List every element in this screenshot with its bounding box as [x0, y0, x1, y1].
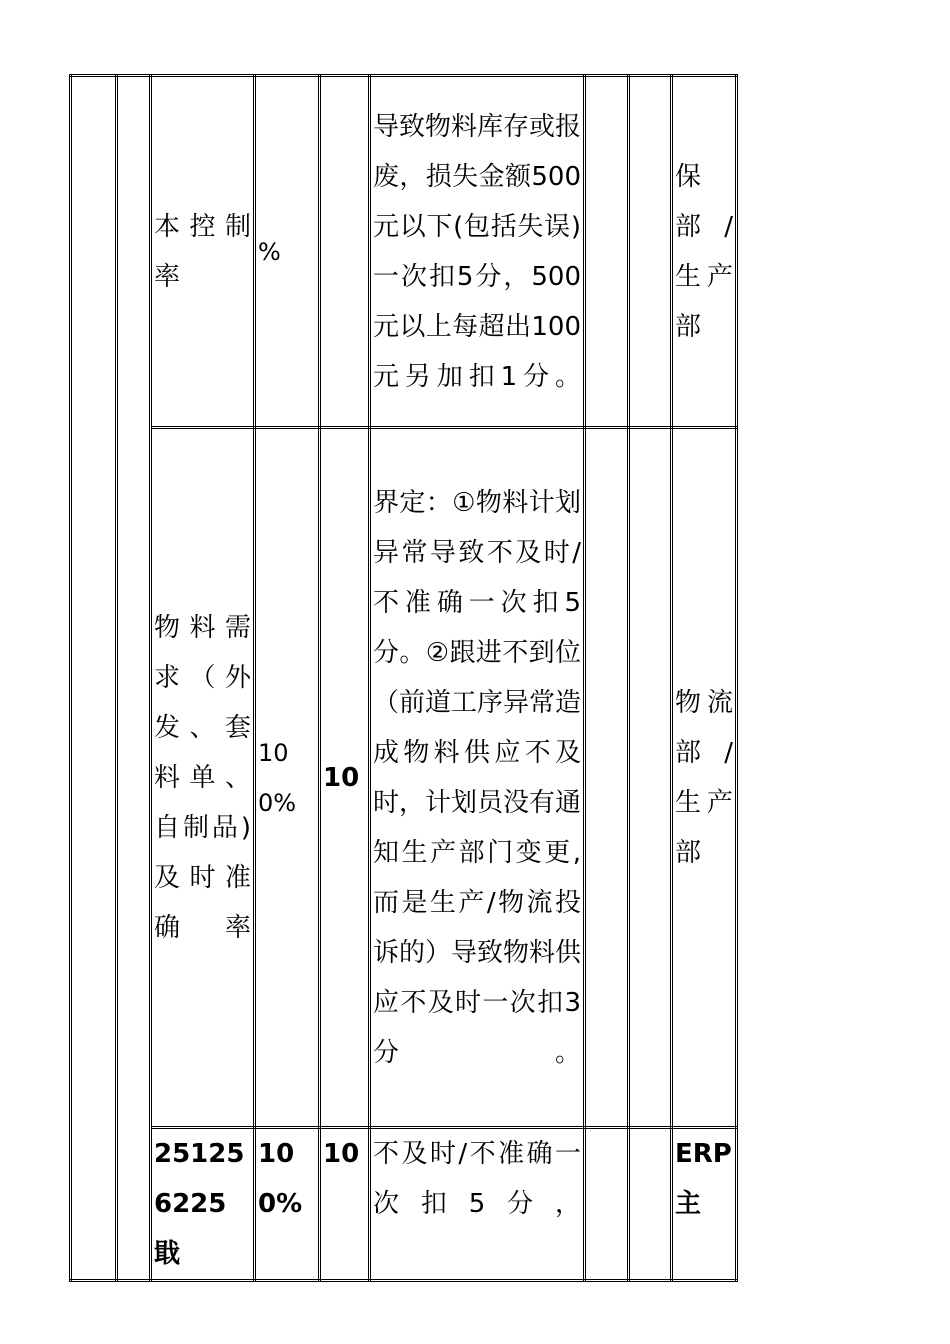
indicator-name-cell: 物料需求（外发、套料单、自制品)及时准确率 — [151, 428, 255, 1128]
table-row — [71, 1128, 737, 1281]
criteria-cell: 界定：①物料计划异常导致不及时/不准确一次扣5分。②跟进不到位（前道工序异常造成物料供应不及时，计划员没有通知生产部门变更,而是生产/物流投诉的）导致物料供应不及时一次扣3分。 — [370, 428, 585, 1128]
category-cell — [71, 76, 117, 1281]
weight-cell: 10 — [320, 428, 370, 1128]
weight-cell: 10 — [320, 1128, 370, 1281]
target-value-cell: 100% — [255, 428, 320, 1128]
empty-cell-b — [629, 76, 672, 428]
criteria-cell: 导致物料库存或报废，损失金额500元以下(包括失误)一次扣5分，500元以上每超出100元另加扣1分。 — [370, 76, 585, 428]
department-cell: ERP主 — [672, 1128, 737, 1281]
criteria-cell: 不及时/不准确一次扣5分， — [370, 1128, 585, 1281]
empty-cell-a — [585, 428, 629, 1128]
indicator-name-cell: 本控制率 — [151, 76, 255, 428]
kpi-table — [69, 74, 738, 1282]
department-cell: 物流部/生产部 — [672, 428, 737, 1128]
target-value-cell: % — [255, 76, 320, 428]
department-cell: 保部/生产部 — [672, 76, 737, 428]
empty-cell-a — [585, 1128, 629, 1281]
empty-cell-b — [629, 428, 672, 1128]
subcategory-cell — [117, 76, 151, 1281]
target-value-cell: 100% — [255, 1128, 320, 1281]
empty-cell-b — [629, 1128, 672, 1281]
weight-cell — [320, 76, 370, 428]
table-row — [71, 428, 737, 1128]
table-row — [71, 76, 737, 428]
indicator-name-cell: 251256225戢 — [151, 1128, 255, 1281]
empty-cell-a — [585, 76, 629, 428]
